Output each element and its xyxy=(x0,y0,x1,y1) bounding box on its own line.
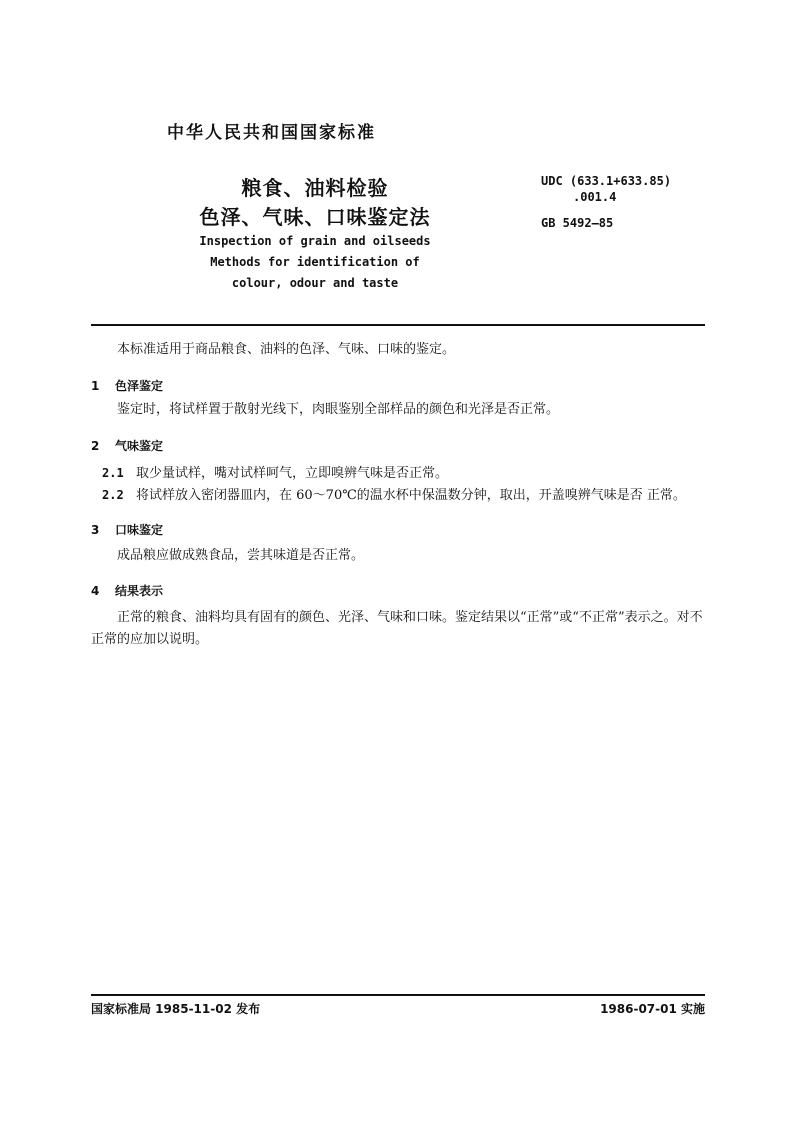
section-heading xyxy=(91,377,163,394)
section-title: 口味鉴定 xyxy=(115,523,164,537)
header-divider xyxy=(91,324,705,326)
udc-code-line1: UDC (633.1+633.85) xyxy=(541,174,672,188)
section-title: 结果表示 xyxy=(115,584,164,598)
section-title: 气味鉴定 xyxy=(115,439,164,453)
subsection xyxy=(102,484,686,503)
effective-date: 1986-07-01 实施 xyxy=(600,1002,705,1016)
subsection-text: 取少量试样，嘴对试样呵气，立即嗅辨气味是否正常。 xyxy=(136,466,449,481)
title-en-line1: Inspection of grain and oilseeds xyxy=(199,234,431,248)
subsection xyxy=(102,462,448,481)
gb-code: GB 5492—85 xyxy=(541,216,614,230)
section-heading xyxy=(91,521,163,538)
title-en-line2: Methods for identification of xyxy=(210,255,420,269)
section-number: 4 xyxy=(91,584,100,598)
title-en-line3: colour, odour and taste xyxy=(231,276,399,290)
section-heading xyxy=(91,437,163,454)
section-title: 色泽鉴定 xyxy=(115,379,164,393)
issue-date: 国家标准局 1985-11-02 发布 xyxy=(91,1002,261,1016)
subsection-number: 2.1 xyxy=(102,466,124,480)
subsection-number: 2.2 xyxy=(102,488,124,502)
standard-organization: 中华人民共和国国家标准 xyxy=(167,123,376,143)
section-body: 成品粮应做成熟食品，尝其味道是否正常。 xyxy=(117,548,365,563)
section-body: 鉴定时，将试样置于散射光线下，肉眼鉴别全部样品的颜色和光泽是否正常。 xyxy=(117,402,560,417)
section-body: 正常的粮食、油料均具有固有的颜色、光泽、气味和口味。鉴定结果以“正常”或“不正常”表示之。对不正常的应加以说明。 xyxy=(91,610,703,647)
subsection-text: 将试样放入密闭器皿内，在 60～70℃的温水杯中保温数分钟，取出，开盖嗅辨气味是否 正常。 xyxy=(136,488,686,503)
section-number: 1 xyxy=(91,379,100,393)
title-cn-line1: 粮食、油料检验 xyxy=(241,176,389,200)
section-number: 2 xyxy=(91,439,100,453)
section-number: 3 xyxy=(91,523,100,537)
intro-paragraph: 本标准适用于商品粮食、油料的色泽、气味、口味的鉴定。 xyxy=(117,342,456,357)
title-cn-line2: 色泽、气味、口味鉴定法 xyxy=(199,205,431,229)
udc-code-line2: .001.4 xyxy=(573,190,617,204)
section-heading xyxy=(91,582,163,599)
footer-divider xyxy=(91,994,705,996)
